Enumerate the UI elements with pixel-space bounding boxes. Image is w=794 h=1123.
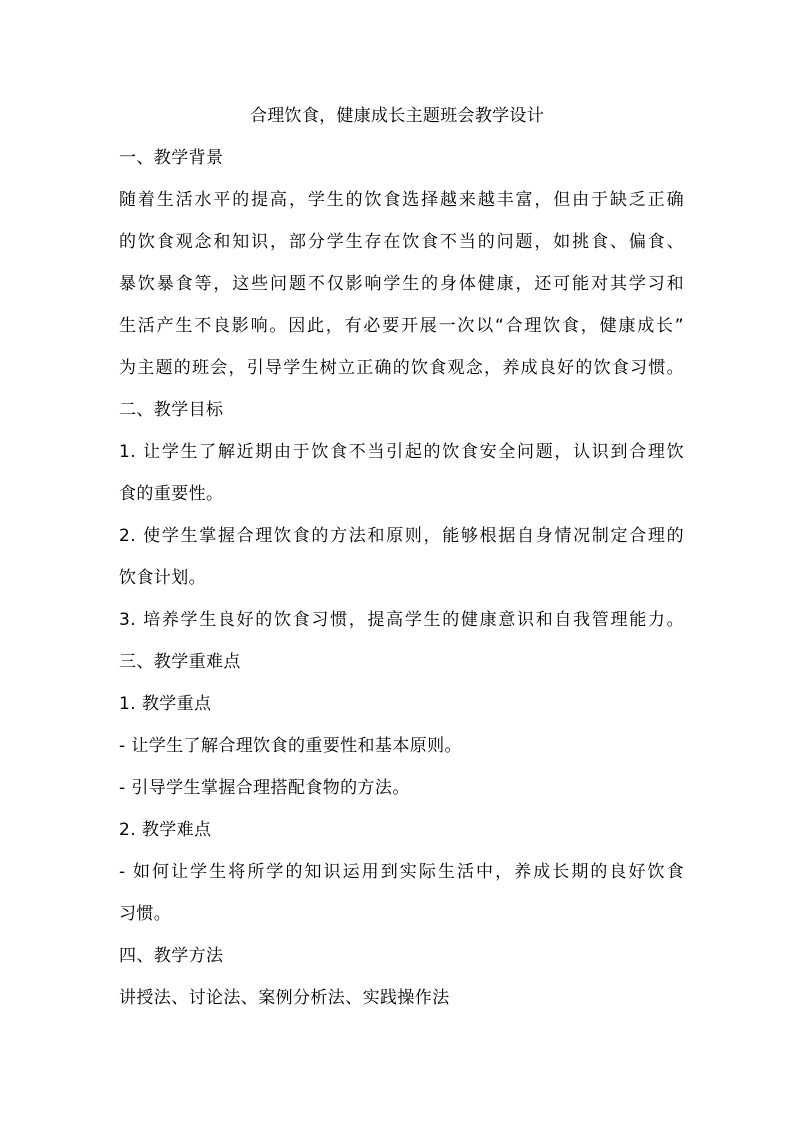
paragraph-line: 为主题的班会，引导学生树立正确的饮食观念，养成良好的饮食习惯。 [119, 358, 684, 378]
paragraph-line: 讲授法、讨论法、案例分析法、实践操作法 [119, 988, 450, 1008]
heading-teaching-methods: 四、教学方法 [119, 946, 224, 966]
paragraph-line: 生活产生不良影响。因此，有必要开展一次以“合理饮食，健康成长” [119, 316, 684, 336]
bullet-item-continuation: 习惯。 [119, 904, 172, 924]
list-item-continuation: 食的重要性。 [119, 484, 224, 504]
subheading-key-points: 1. 教学重点 [119, 694, 212, 714]
heading-teaching-background: 一、教学背景 [119, 148, 224, 168]
heading-key-difficulties: 三、教学重难点 [119, 652, 241, 672]
subheading-difficulties: 2. 教学难点 [119, 820, 212, 840]
heading-teaching-goals: 二、教学目标 [119, 400, 224, 420]
paragraph-line: 的饮食观念和知识，部分学生存在饮食不当的问题，如挑食、偏食、 [119, 232, 684, 252]
list-item-continuation: 饮食计划。 [119, 568, 206, 588]
bullet-item: - 引导学生掌握合理搭配食物的方法。 [119, 778, 410, 798]
paragraph-line: 暴饮暴食等，这些问题不仅影响学生的身体健康，还可能对其学习和 [119, 274, 684, 294]
bullet-item: - 让学生了解合理饮食的重要性和基本原则。 [119, 736, 462, 756]
list-item: 3. 培养学生良好的饮食习惯，提高学生的健康意识和自我管理能力。 [119, 610, 684, 630]
list-item: 2. 使学生掌握合理饮食的方法和原则，能够根据自身情况制定合理的 [119, 526, 684, 546]
list-item: 1. 让学生了解近期由于饮食不当引起的饮食安全问题，认识到合理饮 [119, 442, 684, 462]
paragraph-line: 随着生活水平的提高，学生的饮食选择越来越丰富，但由于缺乏正确 [119, 190, 684, 210]
bullet-item: - 如何让学生将所学的知识运用到实际生活中，养成长期的良好饮食 [119, 862, 684, 882]
document-title: 合理饮食，健康成长主题班会教学设计 [249, 106, 545, 126]
